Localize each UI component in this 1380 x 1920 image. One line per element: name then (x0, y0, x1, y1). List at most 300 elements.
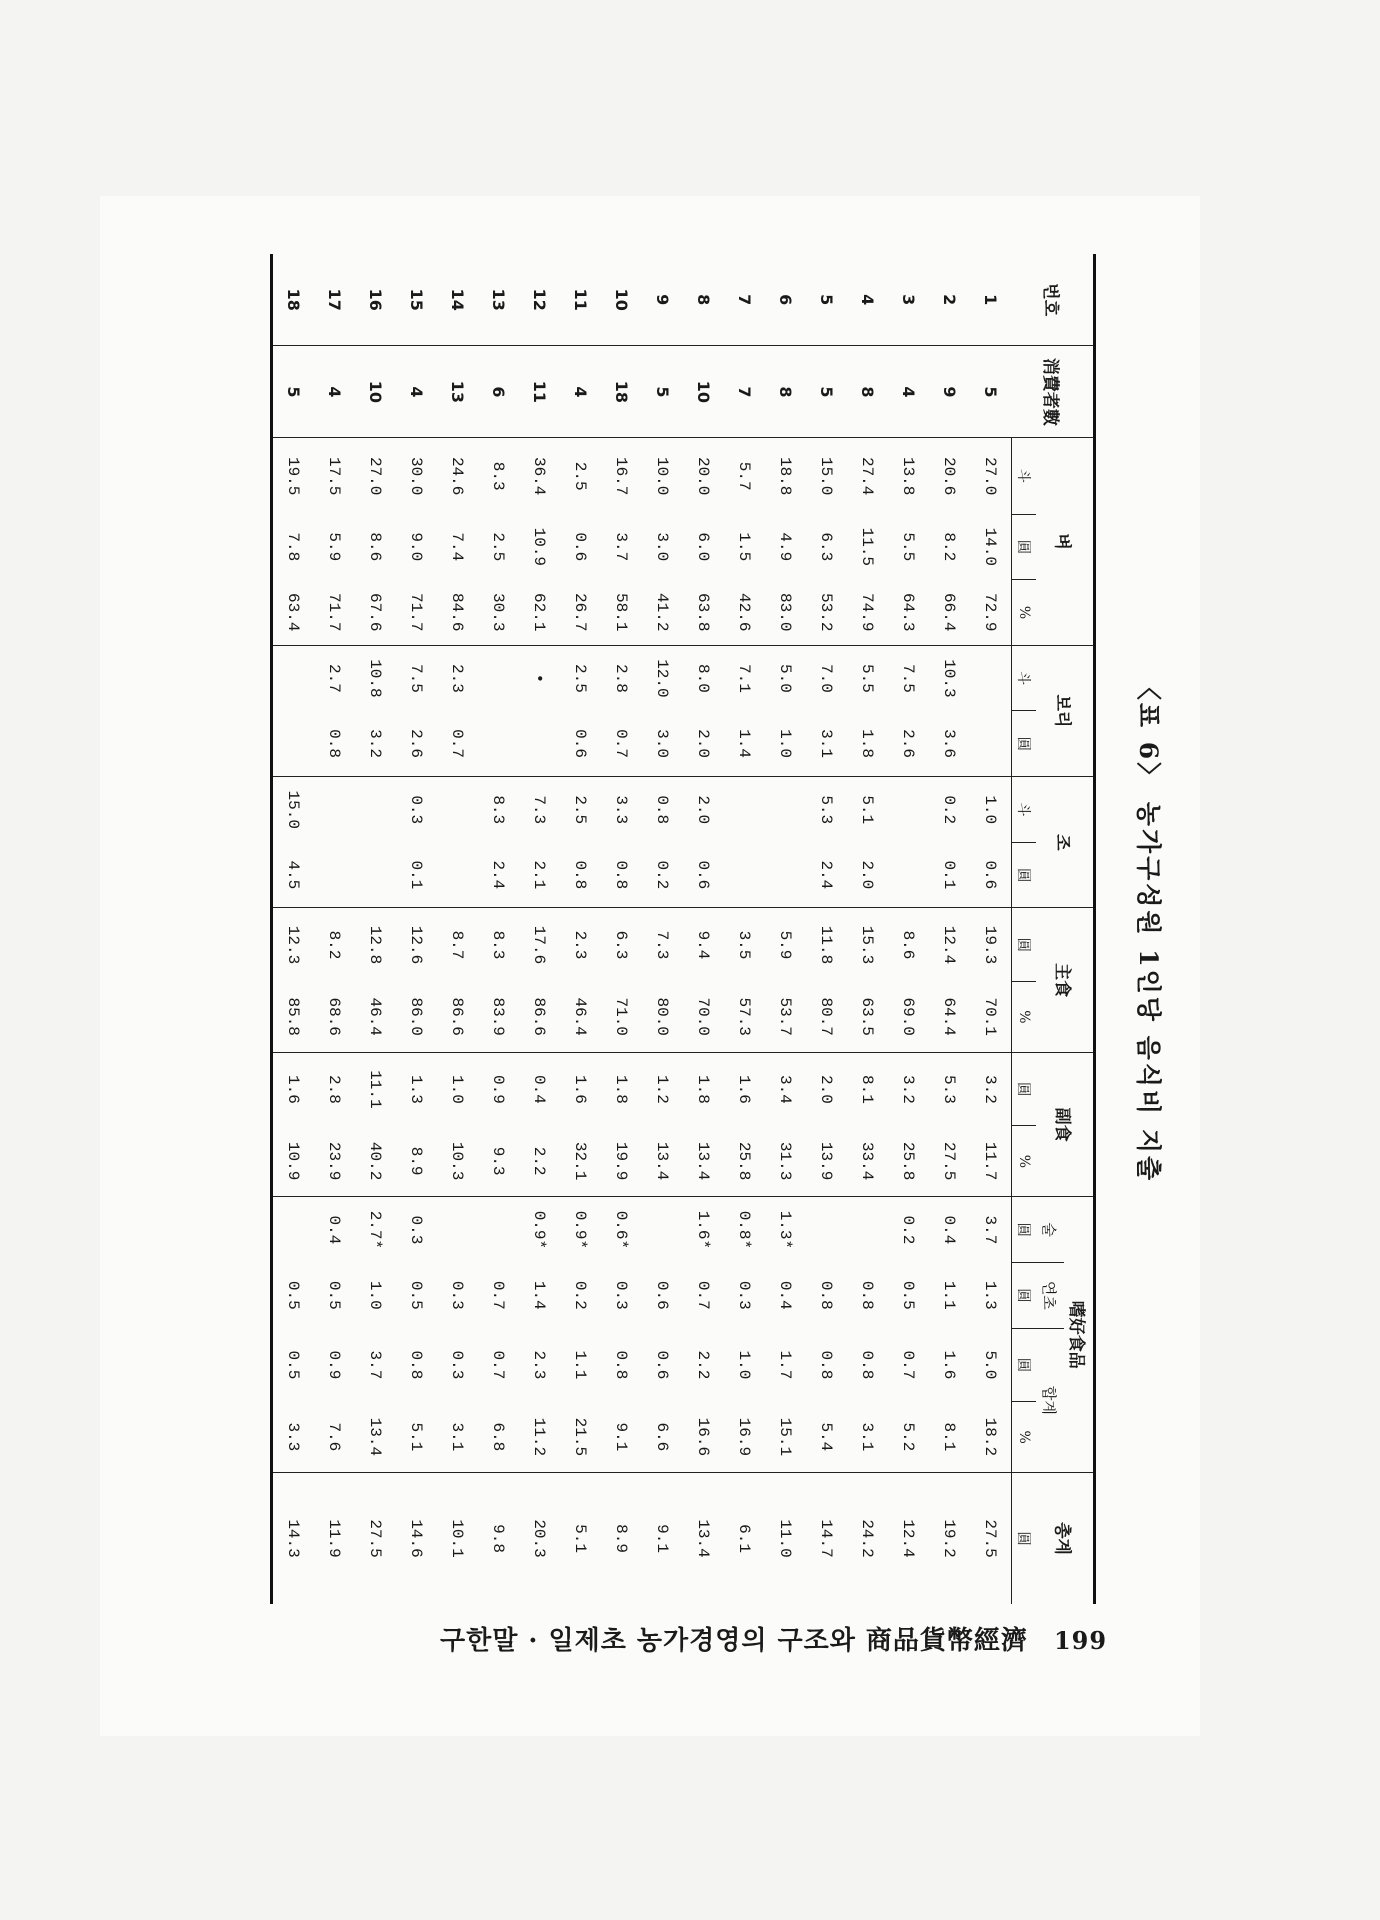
row-barley-qty (478, 645, 519, 711)
row-barley-won (272, 711, 315, 777)
row-rice-qty: 13.8 (888, 438, 929, 514)
row-barley-won: 0.7 (448, 729, 467, 758)
table-row (970, 254, 1012, 1604)
row-consumers: 13 (437, 346, 478, 438)
row-no: 18 (272, 254, 315, 346)
table-row (806, 254, 847, 1604)
row-rice-pct: 30.3 (489, 593, 508, 632)
row-tobacco-won: 0.8 (817, 1280, 836, 1310)
header-millet: 조 (1036, 777, 1095, 908)
row-rice-pct: 67.6 (366, 593, 385, 632)
table-row (437, 254, 478, 1604)
row-rice-won: 1.5 (735, 532, 754, 562)
row-barley-won: 3.1 (817, 729, 836, 758)
row-barley-won: 1.4 (735, 729, 754, 758)
row-no: 15 (407, 288, 426, 311)
row-luxury-won: 0.8 (817, 1350, 836, 1380)
row-barley-won: 0.7 (612, 729, 631, 758)
header-barley: 보리 (1036, 645, 1095, 776)
row-barley-qty: 5.0 (765, 645, 806, 711)
row-consumers: 8 (765, 346, 806, 438)
row-total-won: 9.8 (478, 1473, 519, 1604)
row-total-won: 11.0 (765, 1473, 806, 1604)
row-barley-won: 3.2 (366, 729, 385, 758)
table-row (847, 254, 888, 1604)
row-millet-qty (437, 777, 478, 843)
row-no: 4 (858, 294, 877, 306)
unit-subtotal-pct: % (1012, 1402, 1037, 1473)
row-rice-won: 11.5 (858, 527, 877, 567)
unit-staple-won: 圓 (1012, 908, 1037, 982)
header-rice: 벼 (1036, 438, 1095, 645)
row-luxury-won: 3.7 (366, 1350, 385, 1380)
unit-barley-won: 圓 (1012, 711, 1037, 777)
row-rice-won: 8.6 (366, 532, 385, 562)
row-staple-won: 12.4 (929, 908, 970, 982)
row-luxury-won: 1.0 (735, 1350, 754, 1380)
row-liquor-won: 0.9* (560, 1197, 601, 1263)
row-no: 6 (776, 294, 795, 306)
row-rice-won: 7.4 (448, 532, 467, 562)
row-rice-qty: 19.5 (272, 438, 315, 514)
row-barley-won (970, 711, 1012, 777)
row-side-won: 1.6 (724, 1052, 765, 1126)
row-rice-qty: 17.5 (314, 438, 355, 514)
header-tobacco: 연초 (1036, 1262, 1064, 1328)
row-luxury-pct: 6.8 (489, 1422, 508, 1452)
row-side-pct: 2.2 (530, 1146, 549, 1176)
row-rice-qty: 20.6 (929, 438, 970, 514)
row-tobacco-won: 0.5 (272, 1262, 315, 1328)
row-rice-won: 5.5 (899, 532, 918, 562)
row-millet-won (724, 842, 765, 908)
row-liquor-won: 0.6* (601, 1197, 642, 1263)
row-side-pct: 40.2 (366, 1141, 385, 1181)
row-barley-qty: 12.0 (642, 645, 683, 711)
header-liquor: 술 (1036, 1197, 1064, 1263)
row-rice-qty: 2.5 (560, 438, 601, 514)
row-no: 16 (366, 288, 385, 311)
row-barley-won: 1.0 (776, 729, 795, 758)
row-staple-pct: 57.3 (735, 997, 754, 1036)
row-staple-pct: 70.1 (981, 997, 1000, 1036)
row-consumers: 4 (560, 346, 601, 438)
row-rice-won: 14.0 (981, 527, 1000, 567)
row-liquor-won: 0.8* (724, 1197, 765, 1263)
row-staple-pct: 64.4 (940, 997, 959, 1036)
row-millet-won: 0.8 (612, 860, 631, 890)
row-millet-qty: 3.3 (601, 777, 642, 843)
row-barley-qty: 7.1 (724, 645, 765, 711)
row-no: 7 (735, 294, 754, 306)
row-rice-qty: 5.7 (724, 438, 765, 514)
row-tobacco-won: 0.2 (571, 1280, 590, 1310)
row-millet-won (888, 842, 929, 908)
row-luxury-won: 0.8 (612, 1350, 631, 1380)
row-rice-qty: 15.0 (806, 438, 847, 514)
row-side-won: 1.6 (272, 1052, 315, 1126)
row-millet-qty (765, 777, 806, 843)
row-no: 13 (489, 288, 508, 311)
row-barley-qty: 8.0 (683, 645, 724, 711)
row-consumers: 4 (396, 346, 437, 438)
row-millet-won: 0.1 (407, 860, 426, 890)
row-staple-won: 12.8 (355, 908, 396, 982)
table-row (478, 254, 519, 1604)
row-staple-won: 5.9 (765, 908, 806, 982)
row-side-pct: 33.4 (858, 1141, 877, 1181)
row-barley-won: 2.6 (407, 729, 426, 758)
row-barley-qty: 2.8 (601, 645, 642, 711)
row-luxury-pct: 5.1 (407, 1422, 426, 1452)
header-staple: 主食 (1036, 908, 1095, 1052)
row-no: 9 (653, 294, 672, 306)
row-barley-won: 0.6 (571, 729, 590, 758)
row-side-pct: 13.9 (817, 1141, 836, 1181)
row-rice-won: 6.3 (817, 532, 836, 562)
header-no: 번호 (1012, 254, 1095, 346)
table-row (642, 254, 683, 1604)
row-millet-qty: 0.2 (929, 777, 970, 843)
row-tobacco-won: 0.3 (735, 1280, 754, 1310)
row-tobacco-won: 0.3 (448, 1280, 467, 1310)
row-millet-qty: 0.8 (642, 777, 683, 843)
row-luxury-pct: 3.1 (448, 1422, 467, 1452)
row-luxury-won: 2.3 (530, 1350, 549, 1380)
row-rice-pct: 62.1 (530, 593, 549, 632)
row-rice-won: 3.7 (612, 532, 631, 562)
row-liquor-won (806, 1197, 847, 1263)
row-side-pct: 25.8 (899, 1141, 918, 1181)
row-barley-qty (970, 645, 1012, 711)
row-rice-qty: 20.0 (683, 438, 724, 514)
row-barley-won: 2.6 (899, 729, 918, 758)
row-luxury-won: 0.9 (325, 1350, 344, 1380)
row-luxury-pct: 9.1 (612, 1422, 631, 1452)
row-no: 12 (530, 288, 549, 311)
row-barley-qty: 2.3 (437, 645, 478, 711)
row-total-won: 6.1 (724, 1473, 765, 1604)
row-rice-won: 2.5 (489, 532, 508, 562)
running-title: 구한말 · 일제초 농가경영의 구조와 商品貨幣經濟 (440, 1626, 1028, 1656)
row-tobacco-won: 0.7 (489, 1280, 508, 1310)
row-total-won: 12.4 (888, 1473, 929, 1604)
row-liquor-won: 0.9* (519, 1197, 560, 1263)
row-rice-won: 0.6 (571, 532, 590, 562)
row-rice-pct: 41.2 (653, 593, 672, 632)
row-total-won: 9.1 (642, 1473, 683, 1604)
row-rice-qty: 24.6 (437, 438, 478, 514)
row-millet-qty: 5.1 (847, 777, 888, 843)
row-staple-pct: 68.6 (325, 997, 344, 1036)
row-staple-pct: 71.0 (612, 997, 631, 1036)
row-millet-qty (888, 777, 929, 843)
row-luxury-won: 0.8 (407, 1350, 426, 1380)
row-millet-qty: 7.3 (519, 777, 560, 843)
row-millet-won: 0.6 (694, 860, 713, 890)
unit-millet-won: 圓 (1012, 842, 1037, 908)
table-row (396, 254, 437, 1604)
row-millet-qty: 2.5 (560, 777, 601, 843)
row-side-won: 3.4 (765, 1052, 806, 1126)
row-rice-won: 10.9 (530, 527, 549, 567)
header-luxury: 嗜好食品 (1064, 1197, 1095, 1473)
row-side-won: 8.1 (847, 1052, 888, 1126)
row-liquor-won (847, 1197, 888, 1263)
row-rice-pct: 72.9 (981, 593, 1000, 632)
row-millet-won: 0.8 (571, 860, 590, 890)
row-side-won: 3.2 (970, 1052, 1012, 1126)
header-luxury-subtotal: 합계 (1036, 1328, 1064, 1472)
row-barley-won: 2.0 (694, 729, 713, 758)
row-consumers: 11 (519, 346, 560, 438)
row-luxury-won: 0.5 (272, 1328, 315, 1402)
row-luxury-pct: 5.2 (899, 1422, 918, 1452)
row-millet-qty: 2.0 (683, 777, 724, 843)
row-staple-won: 8.6 (888, 908, 929, 982)
row-side-won: 0.9 (478, 1052, 519, 1126)
row-rice-qty: 18.8 (765, 438, 806, 514)
row-total-won: 8.9 (601, 1473, 642, 1604)
row-side-pct: 9.3 (489, 1146, 508, 1176)
row-rice-pct: 71.7 (407, 593, 426, 632)
row-rice-pct: 64.3 (899, 593, 918, 632)
row-barley-won: 3.0 (653, 729, 672, 758)
table-row (765, 254, 806, 1604)
row-no: 2 (940, 294, 959, 306)
row-side-won: 11.1 (355, 1052, 396, 1126)
row-luxury-won: 0.3 (448, 1350, 467, 1380)
row-consumers: 5 (642, 346, 683, 438)
row-tobacco-won: 0.4 (776, 1280, 795, 1310)
row-luxury-pct: 16.9 (735, 1417, 754, 1457)
row-millet-qty: 0.3 (396, 777, 437, 843)
row-luxury-pct: 18.2 (981, 1417, 1000, 1457)
row-luxury-won: 0.7 (899, 1350, 918, 1380)
row-luxury-won: 1.1 (571, 1350, 590, 1380)
row-rice-qty: 10.0 (642, 438, 683, 514)
row-millet-won: 2.0 (858, 860, 877, 890)
page-footer (440, 1620, 1140, 1657)
row-rice-qty: 27.0 (970, 438, 1012, 514)
row-staple-won: 9.4 (683, 908, 724, 982)
row-staple-pct: 80.7 (817, 997, 836, 1036)
row-rice-won: 9.0 (407, 532, 426, 562)
row-no: 11 (571, 288, 590, 311)
row-millet-won: 2.4 (489, 860, 508, 890)
row-rice-pct: 84.6 (448, 593, 467, 632)
row-luxury-pct: 16.6 (694, 1417, 713, 1457)
row-barley-won: 0.8 (325, 729, 344, 758)
row-side-pct: 13.4 (653, 1141, 672, 1181)
row-liquor-won: 1.6* (683, 1197, 724, 1263)
row-no: 14 (448, 288, 467, 311)
unit-rice-pct: % (1012, 580, 1037, 646)
row-barley-qty: 2.5 (560, 645, 601, 711)
row-staple-won: 15.3 (847, 908, 888, 982)
unit-side-pct: % (1012, 1126, 1037, 1197)
table-body (272, 254, 1012, 1604)
row-total-won: 11.9 (314, 1473, 355, 1604)
row-millet-qty: 8.3 (478, 777, 519, 843)
row-rice-pct: 26.7 (571, 593, 590, 632)
row-barley-qty: 5.5 (847, 645, 888, 711)
row-consumers: 8 (847, 346, 888, 438)
row-rice-pct: 63.8 (694, 593, 713, 632)
table-caption: 〈표 6〉 농가구성원 1인당 음식비 지출 (1134, 674, 1163, 1184)
row-side-won: 0.4 (519, 1052, 560, 1126)
row-rice-pct: 74.9 (858, 593, 877, 632)
row-staple-won: 3.5 (724, 908, 765, 982)
unit-total-won: 圓 (1012, 1473, 1037, 1604)
row-total-won: 14.7 (806, 1473, 847, 1604)
row-luxury-pct: 8.1 (940, 1422, 959, 1452)
row-rice-qty: 8.3 (478, 438, 519, 514)
row-consumers: 6 (478, 346, 519, 438)
row-barley-won (478, 711, 519, 777)
table-row (519, 254, 560, 1604)
row-staple-pct: 46.4 (571, 997, 590, 1036)
row-total-won: 10.1 (437, 1473, 478, 1604)
row-luxury-pct: 13.4 (366, 1417, 385, 1457)
row-side-pct: 13.4 (694, 1141, 713, 1181)
row-luxury-pct: 6.6 (653, 1422, 672, 1452)
row-side-pct: 27.5 (940, 1141, 959, 1181)
row-millet-won: 4.5 (272, 842, 315, 908)
row-millet-won: 2.1 (530, 860, 549, 890)
table-row (929, 254, 970, 1604)
row-side-won: 1.8 (683, 1052, 724, 1126)
row-consumers: 5 (806, 346, 847, 438)
row-rice-qty: 30.0 (396, 438, 437, 514)
row-staple-pct: 63.5 (858, 997, 877, 1036)
row-staple-pct: 46.4 (366, 997, 385, 1036)
row-barley-won (519, 711, 560, 777)
row-rice-won: 8.2 (940, 532, 959, 562)
row-consumers: 18 (601, 346, 642, 438)
row-total-won: 13.4 (683, 1473, 724, 1604)
row-side-pct: 10.9 (272, 1126, 315, 1197)
row-millet-qty: 15.0 (272, 777, 315, 843)
row-consumers: 5 (970, 346, 1012, 438)
row-side-won: 1.8 (601, 1052, 642, 1126)
row-liquor-won: 3.7 (970, 1197, 1012, 1263)
row-staple-won: 8.2 (314, 908, 355, 982)
row-total-won: 20.3 (519, 1473, 560, 1604)
header-side: 副食 (1036, 1052, 1095, 1196)
row-no: 17 (325, 288, 344, 311)
row-liquor-won: 0.2 (888, 1197, 929, 1263)
row-tobacco-won: 0.7 (694, 1280, 713, 1310)
row-luxury-won: 0.6 (653, 1350, 672, 1380)
table-row (355, 254, 396, 1604)
unit-side-won: 圓 (1012, 1052, 1037, 1126)
row-tobacco-won: 1.4 (530, 1280, 549, 1310)
row-total-won: 19.2 (929, 1473, 970, 1604)
row-total-won: 27.5 (355, 1473, 396, 1604)
row-barley-qty: 10.8 (355, 645, 396, 711)
row-liquor-won (437, 1197, 478, 1263)
row-millet-won: 0.2 (653, 860, 672, 890)
row-staple-pct: 85.8 (272, 981, 315, 1052)
row-luxury-won: 0.7 (489, 1350, 508, 1380)
row-staple-pct: 86.6 (448, 997, 467, 1036)
row-luxury-pct: 21.5 (571, 1417, 590, 1457)
row-tobacco-won: 0.8 (858, 1280, 877, 1310)
row-barley-qty: 7.5 (888, 645, 929, 711)
row-barley-qty: 10.3 (929, 645, 970, 711)
row-liquor-won: 2.7* (355, 1197, 396, 1263)
row-rice-pct: 63.4 (272, 580, 315, 646)
row-staple-won: 8.7 (437, 908, 478, 982)
row-millet-qty (724, 777, 765, 843)
row-millet-qty: 5.3 (806, 777, 847, 843)
row-rice-pct: 58.1 (612, 593, 631, 632)
row-consumers: 10 (355, 346, 396, 438)
row-no: 8 (694, 294, 713, 306)
row-millet-won (355, 842, 396, 908)
row-side-won: 1.3 (396, 1052, 437, 1126)
row-rice-pct: 53.2 (817, 593, 836, 632)
row-barley-qty (272, 645, 315, 711)
row-total-won: 14.6 (396, 1473, 437, 1604)
row-side-won: 2.8 (314, 1052, 355, 1126)
unit-liquor-won: 圓 (1012, 1197, 1037, 1263)
row-total-won: 14.3 (272, 1473, 315, 1604)
unit-tobacco-won: 圓 (1012, 1262, 1037, 1328)
unit-rice-mal: 斗 (1012, 438, 1037, 514)
row-millet-qty (314, 777, 355, 843)
row-tobacco-won: 0.5 (325, 1280, 344, 1310)
row-tobacco-won: 1.1 (940, 1280, 959, 1310)
row-side-pct: 8.9 (407, 1146, 426, 1176)
row-liquor-won: 0.3 (396, 1197, 437, 1263)
table-row (560, 254, 601, 1604)
row-tobacco-won: 0.5 (407, 1280, 426, 1310)
row-luxury-pct: 3.3 (272, 1402, 315, 1473)
row-tobacco-won: 0.3 (612, 1280, 631, 1310)
row-luxury-won: 1.7 (776, 1350, 795, 1380)
row-no: 1 (981, 294, 1001, 306)
row-side-pct: 19.9 (612, 1141, 631, 1181)
row-side-pct: 25.8 (735, 1141, 754, 1181)
row-millet-won (765, 842, 806, 908)
table-row (314, 254, 355, 1604)
row-liquor-won: 0.4 (314, 1197, 355, 1263)
row-luxury-won: 1.6 (940, 1350, 959, 1380)
row-side-pct: 31.3 (776, 1141, 795, 1181)
row-side-won: 5.3 (929, 1052, 970, 1126)
row-consumers: 4 (314, 346, 355, 438)
row-millet-qty: 1.0 (970, 777, 1012, 843)
row-staple-won: 12.6 (396, 908, 437, 982)
row-staple-pct: 69.0 (899, 997, 918, 1036)
row-staple-won: 17.6 (519, 908, 560, 982)
row-side-won: 2.0 (806, 1052, 847, 1126)
unit-rice-won: 圓 (1012, 514, 1037, 580)
row-staple-won: 8.3 (478, 908, 519, 982)
row-rice-won: 5.9 (325, 532, 344, 562)
row-side-won: 3.2 (888, 1052, 929, 1126)
row-staple-won: 7.3 (642, 908, 683, 982)
row-staple-won: 19.3 (970, 908, 1012, 982)
row-barley-won: 1.8 (858, 729, 877, 758)
row-staple-won: 2.3 (560, 908, 601, 982)
rotated-table-block (228, 254, 1178, 1604)
row-luxury-pct: 11.2 (530, 1417, 549, 1457)
row-staple-pct: 70.0 (694, 997, 713, 1036)
row-side-won: 1.2 (642, 1052, 683, 1126)
